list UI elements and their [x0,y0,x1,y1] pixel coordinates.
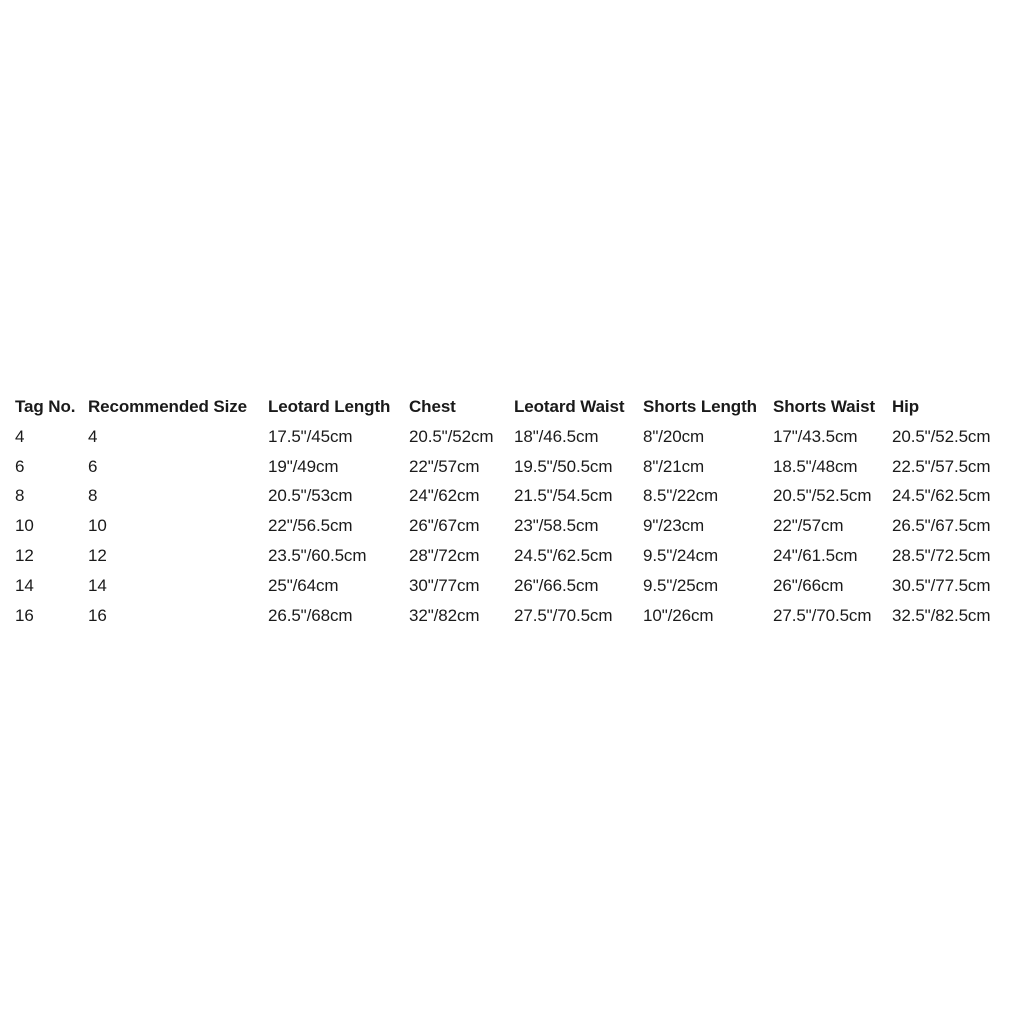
cell-shorts-length: 8.5"/22cm [643,486,719,506]
cell-recommended-size: 6 [88,456,98,476]
cell-hip: 24.5"/62.5cm [892,486,991,506]
cell-recommended-size: 4 [88,426,98,446]
cell-shorts-waist: 20.5"/52.5cm [773,486,872,506]
cell-shorts-waist: 22"/57cm [773,516,844,536]
cell-leotard-length: 22"/56.5cm [268,516,353,536]
cell-leotard-length: 26.5"/68cm [268,605,353,625]
cell-shorts-length: 8"/20cm [643,426,705,446]
cell-leotard-waist: 21.5"/54.5cm [514,486,613,506]
cell-leotard-length: 20.5"/53cm [268,486,353,506]
cell-hip: 20.5"/52.5cm [892,426,991,446]
cell-recommended-size: 12 [88,545,107,565]
cell-leotard-length: 25"/64cm [268,575,339,595]
cell-tag-no: 14 [15,575,34,595]
header-tag-no: Tag No. [15,397,76,416]
header-shorts-waist: Shorts Waist [773,397,876,416]
cell-hip: 26.5"/67.5cm [892,516,991,536]
table-row [15,571,1009,601]
cell-leotard-length: 23.5"/60.5cm [268,545,367,565]
cell-shorts-length: 10"/26cm [643,605,714,625]
cell-hip: 28.5"/72.5cm [892,545,991,565]
cell-recommended-size: 14 [88,575,107,595]
table-row [15,481,1009,511]
table-row [15,422,1009,452]
table-row [15,601,1009,631]
cell-recommended-size: 10 [88,516,107,536]
cell-tag-no: 4 [15,426,25,446]
cell-leotard-waist: 24.5"/62.5cm [514,545,613,565]
header-chest: Chest [409,397,456,416]
cell-leotard-waist: 27.5"/70.5cm [514,605,613,625]
cell-shorts-length: 9.5"/24cm [643,545,719,565]
cell-tag-no: 6 [15,456,25,476]
header-row [15,392,1009,422]
cell-chest: 24"/62cm [409,486,480,506]
cell-recommended-size: 8 [88,486,98,506]
table-row [15,511,1009,541]
header-hip: Hip [892,397,920,416]
cell-tag-no: 12 [15,545,34,565]
cell-leotard-waist: 18"/46.5cm [514,426,599,446]
cell-chest: 26"/67cm [409,516,480,536]
cell-leotard-waist: 19.5"/50.5cm [514,456,613,476]
cell-hip: 32.5"/82.5cm [892,605,991,625]
cell-shorts-waist: 24"/61.5cm [773,545,858,565]
header-leotard-waist: Leotard Waist [514,397,625,416]
cell-shorts-waist: 26"/66cm [773,575,844,595]
header-recommended-size: Recommended Size [88,397,248,416]
cell-hip: 30.5"/77.5cm [892,575,991,595]
cell-tag-no: 8 [15,486,25,506]
cell-shorts-waist: 17"/43.5cm [773,426,858,446]
cell-chest: 20.5"/52cm [409,426,494,446]
cell-shorts-length: 8"/21cm [643,456,705,476]
cell-shorts-waist: 18.5"/48cm [773,456,858,476]
cell-leotard-waist: 26"/66.5cm [514,575,599,595]
cell-shorts-waist: 27.5"/70.5cm [773,605,872,625]
cell-leotard-length: 17.5"/45cm [268,426,353,446]
header-leotard-length: Leotard Length [268,397,391,416]
cell-tag-no: 16 [15,605,34,625]
cell-tag-no: 10 [15,516,34,536]
table-row [15,452,1009,482]
cell-chest: 30"/77cm [409,575,480,595]
cell-chest: 28"/72cm [409,545,480,565]
table-row [15,541,1009,571]
cell-shorts-length: 9.5"/25cm [643,575,719,595]
header-shorts-length: Shorts Length [643,397,757,416]
cell-leotard-length: 19"/49cm [268,456,339,476]
cell-hip: 22.5"/57.5cm [892,456,991,476]
cell-recommended-size: 16 [88,605,107,625]
cell-leotard-waist: 23"/58.5cm [514,516,599,536]
cell-chest: 22"/57cm [409,456,480,476]
cell-shorts-length: 9"/23cm [643,516,705,536]
cell-chest: 32"/82cm [409,605,480,625]
size-chart-table [15,392,1009,630]
